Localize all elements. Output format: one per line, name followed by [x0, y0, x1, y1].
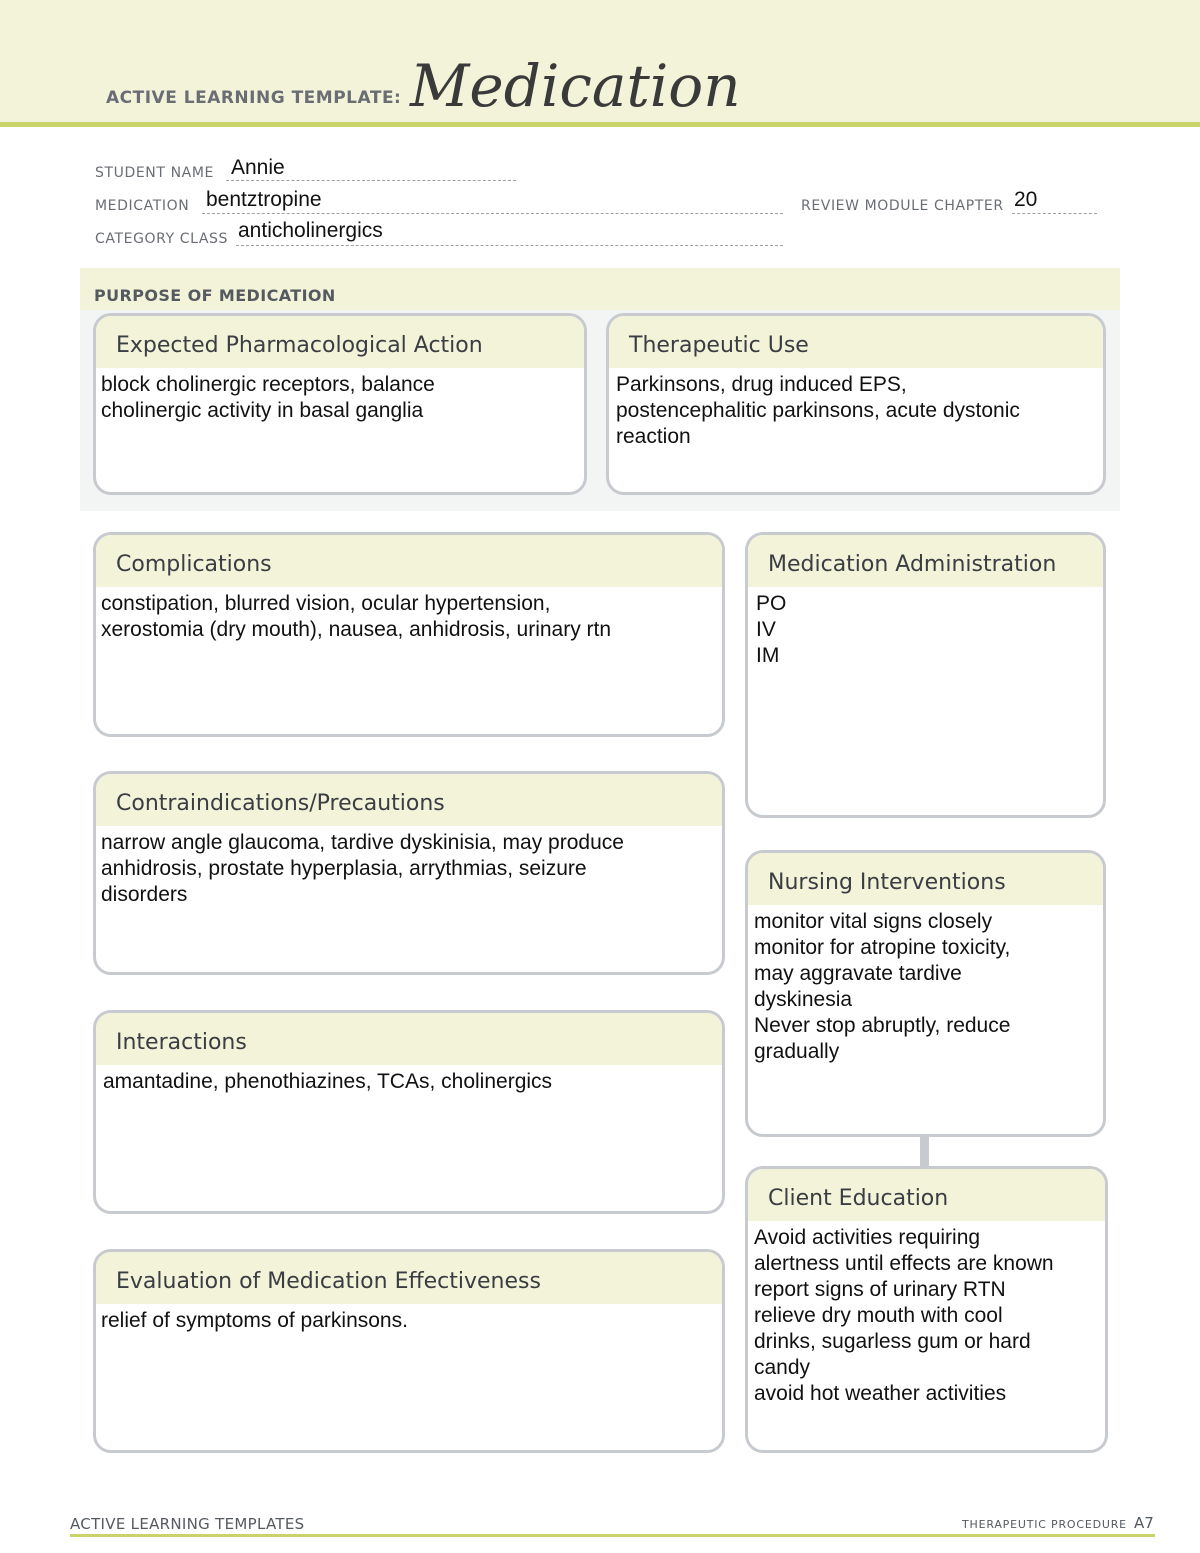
box-title: Evaluation of Medication Effectiveness [116, 1269, 541, 1294]
interactions-box[interactable] [93, 1010, 725, 1214]
content-line: block cholinergic receptors, balance [101, 373, 435, 396]
template-label: ACTIVE LEARNING TEMPLATE: [106, 88, 402, 108]
evaluation-box[interactable] [93, 1249, 725, 1453]
header-rule [0, 122, 1200, 127]
content-line: relieve dry mouth with cool [754, 1304, 1003, 1327]
student-name-label: STUDENT NAME [95, 165, 214, 181]
content-line: may aggravate tardive [754, 962, 962, 985]
content-line: IV [756, 618, 776, 641]
content-line: gradually [754, 1040, 840, 1063]
box-content [96, 368, 584, 424]
category-class-underline [236, 245, 783, 246]
box-title: Complications [116, 552, 272, 577]
box-header [609, 316, 1103, 368]
content-line: anhidrosis, prostate hyperplasia, arrythmias, seizure [101, 857, 587, 880]
box-content [748, 1221, 1105, 1407]
category-class-field[interactable]: anticholinergics [238, 219, 383, 242]
footer-right-text: THERAPEUTIC PROCEDURE [962, 1518, 1127, 1531]
student-name-underline [226, 180, 516, 181]
box-header [96, 316, 584, 368]
box-content [96, 587, 722, 643]
box-title: Contraindications/Precautions [116, 791, 445, 816]
content-line: report signs of urinary RTN [754, 1278, 1006, 1301]
content-line: alertness until effects are known [754, 1252, 1054, 1275]
box-title: Client Education [768, 1186, 949, 1211]
client-education-box[interactable] [745, 1166, 1108, 1453]
box-content [748, 905, 1103, 1065]
content-line: Parkinsons, drug induced EPS, [616, 373, 907, 396]
content-line: IM [756, 644, 780, 667]
content-line: avoid hot weather activities [754, 1382, 1007, 1405]
content-line: xerostomia (dry mouth), nausea, anhidrosis, urinary rtn [101, 618, 612, 641]
complications-box[interactable] [93, 532, 725, 737]
content-line: relief of symptoms of parkinsons. [101, 1309, 408, 1332]
medication-administration-box[interactable] [745, 532, 1106, 818]
box-title: Medication Administration [768, 552, 1057, 577]
review-module-field[interactable]: 20 [1014, 188, 1038, 211]
content-line: Never stop abruptly, reduce [754, 1014, 1011, 1037]
footer-rule [70, 1534, 1155, 1537]
box-title: Therapeutic Use [629, 333, 809, 358]
contraindications-box[interactable] [93, 771, 725, 975]
box-title: Expected Pharmacological Action [116, 333, 483, 358]
medication-underline [202, 213, 783, 214]
content-line: disorders [101, 883, 188, 906]
box-header [96, 1252, 722, 1304]
box-title: Interactions [116, 1030, 247, 1055]
box-content [748, 587, 1103, 669]
box-header [748, 1169, 1105, 1221]
box-content [96, 826, 722, 908]
content-line: postencephalitic parkinsons, acute dystonic [616, 399, 1020, 422]
content-line: dyskinesia [754, 988, 853, 1011]
content-line: cholinergic activity in basal ganglia [101, 399, 424, 422]
medication-field[interactable]: bentztropine [206, 188, 322, 211]
review-module-label: REVIEW MODULE CHAPTER [801, 198, 1004, 214]
box-header [96, 774, 722, 826]
therapeutic-use-box[interactable] [606, 313, 1106, 495]
box-content [609, 368, 1103, 450]
page-title: Medication [410, 52, 741, 120]
box-header [96, 535, 722, 587]
content-line: reaction [616, 425, 691, 448]
content-line: monitor for atropine toxicity, [754, 936, 1011, 959]
box-connector [920, 1136, 929, 1166]
page-number: A7 [1134, 1514, 1154, 1532]
medication-label: MEDICATION [95, 198, 190, 214]
content-line: candy [754, 1356, 811, 1379]
content-line: amantadine, phenothiazines, TCAs, cholinergics [103, 1070, 553, 1093]
content-line: constipation, blurred vision, ocular hypertension, [101, 592, 551, 615]
box-title: Nursing Interventions [768, 870, 1006, 895]
review-module-underline [1012, 213, 1097, 214]
footer-left-text: ACTIVE LEARNING TEMPLATES [70, 1515, 305, 1533]
content-line: PO [756, 592, 787, 615]
purpose-label: PURPOSE OF MEDICATION [94, 286, 336, 305]
student-name-field[interactable]: Annie [231, 156, 285, 179]
content-line: narrow angle glaucoma, tardive dyskinisia, may produce [101, 831, 624, 854]
content-line: monitor vital signs closely [754, 910, 993, 933]
nursing-interventions-box[interactable] [745, 850, 1106, 1137]
expected-action-box[interactable] [93, 313, 587, 495]
box-header [96, 1013, 722, 1065]
box-content [96, 1304, 722, 1334]
box-header [748, 853, 1103, 905]
category-class-label: CATEGORY CLASS [95, 231, 229, 247]
content-line: Avoid activities requiring [754, 1226, 981, 1249]
box-content [96, 1065, 722, 1095]
box-header [748, 535, 1103, 587]
content-line: drinks, sugarless gum or hard [754, 1330, 1031, 1353]
